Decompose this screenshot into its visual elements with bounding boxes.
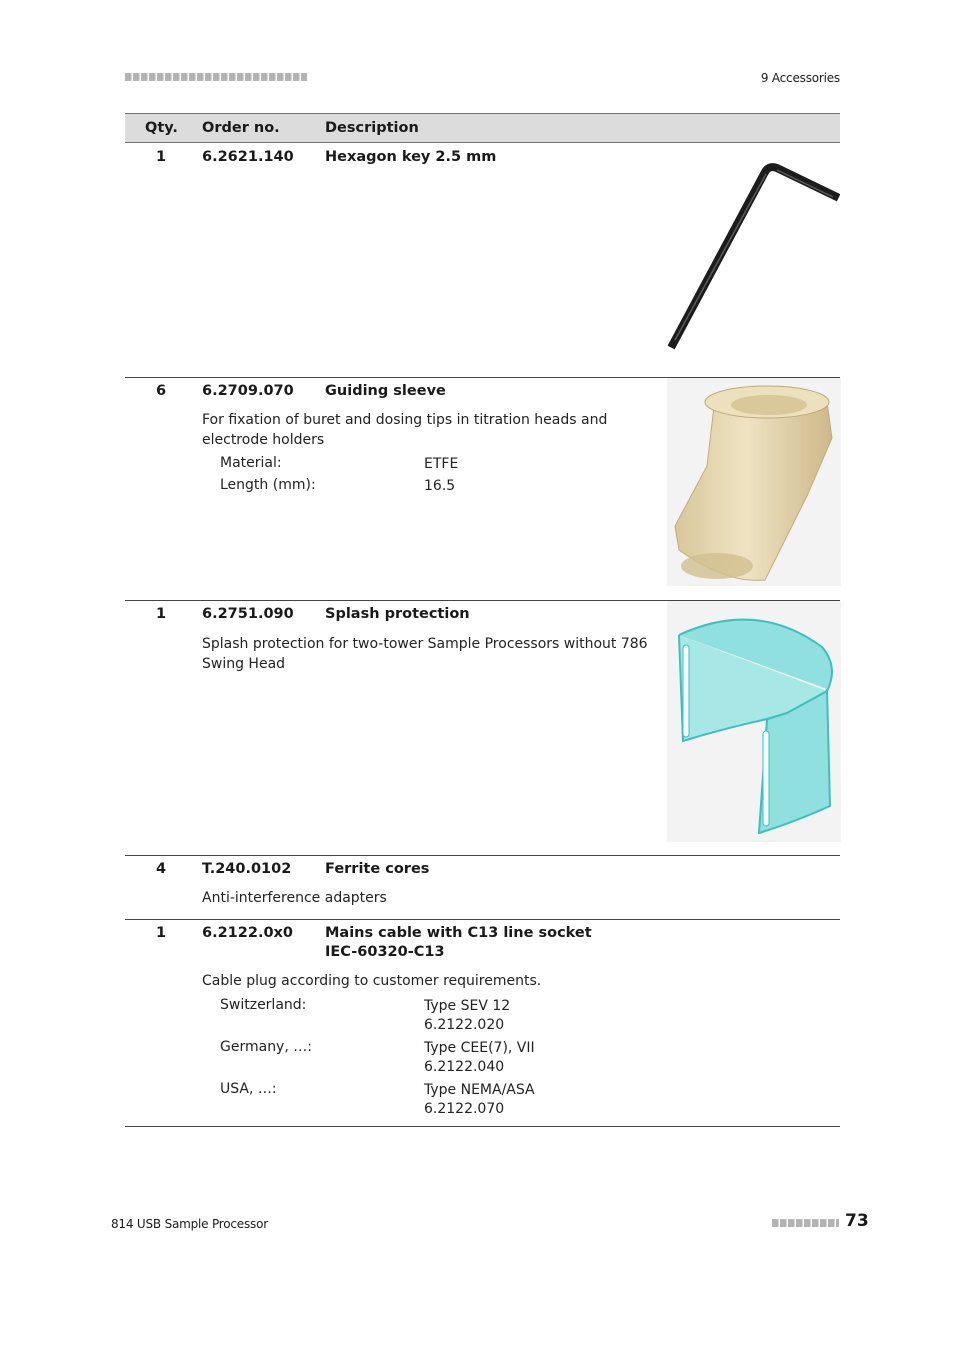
col-description: Description [325,120,419,136]
item-title: Mains cable with C13 line socket [325,925,592,941]
chapter-title: 9 Accessories [760,71,840,85]
item-title-line2: IEC-60320-C13 [325,944,445,960]
item-title: Hexagon key 2.5 mm [325,149,497,165]
table-row [125,601,840,855]
order-no: 6.2621.140 [202,149,294,165]
prop-value: ETFE [424,456,459,472]
item-description: For fixation of buret and dosing tips in titration heads and electrode holders [202,412,608,448]
splash-protection-image [667,601,841,842]
table-row [125,920,840,1126]
qty: 6 [156,383,167,399]
prop-key: Length (mm): [220,477,316,493]
order-no: 6.2709.070 [202,383,294,399]
header-decor-squares [125,73,307,81]
prop-value: Type NEMA/ASA [424,1082,535,1098]
table-row [125,143,840,377]
table-header [125,113,840,143]
table-row [125,856,840,919]
qty: 1 [156,149,167,165]
item-title: Splash protection [325,606,470,622]
prop-key: Switzerland: [220,997,307,1013]
item-description: Splash protection for two-tower Sample Processors without 786 Swing Head [202,636,648,672]
table-row [125,378,840,600]
prop-value: Type CEE(7), VII [424,1040,535,1056]
qty: 1 [156,606,167,622]
item-description: Anti-interference adapters [202,890,387,906]
footer-decor-squares [772,1219,839,1227]
col-order-no: Order no. [202,120,280,136]
qty: 1 [156,925,167,941]
prop-key: Material: [220,455,282,471]
guiding-sleeve-image [667,378,841,586]
order-no: 6.2122.0x0 [202,925,293,941]
prop-value-order: 6.2122.020 [424,1017,505,1033]
col-qty: Qty. [145,120,178,136]
item-description: Cable plug according to customer requirements. [202,973,542,989]
prop-value-order: 6.2122.040 [424,1059,505,1075]
qty: 4 [156,861,167,877]
prop-value: 16.5 [424,478,456,494]
order-no: T.240.0102 [202,861,292,877]
item-title: Ferrite cores [325,861,430,877]
prop-value: Type SEV 12 [424,998,511,1014]
item-title: Guiding sleeve [325,383,446,399]
order-no: 6.2751.090 [202,606,294,622]
hexagon-key-image [665,158,840,353]
prop-value-order: 6.2122.070 [424,1101,505,1117]
page-number: 73 [845,1211,869,1231]
prop-key: USA, …: [220,1081,277,1097]
table-bottom-rule [125,1126,840,1127]
prop-key: Germany, …: [220,1039,312,1055]
document-title: 814 USB Sample Processor [111,1217,268,1231]
